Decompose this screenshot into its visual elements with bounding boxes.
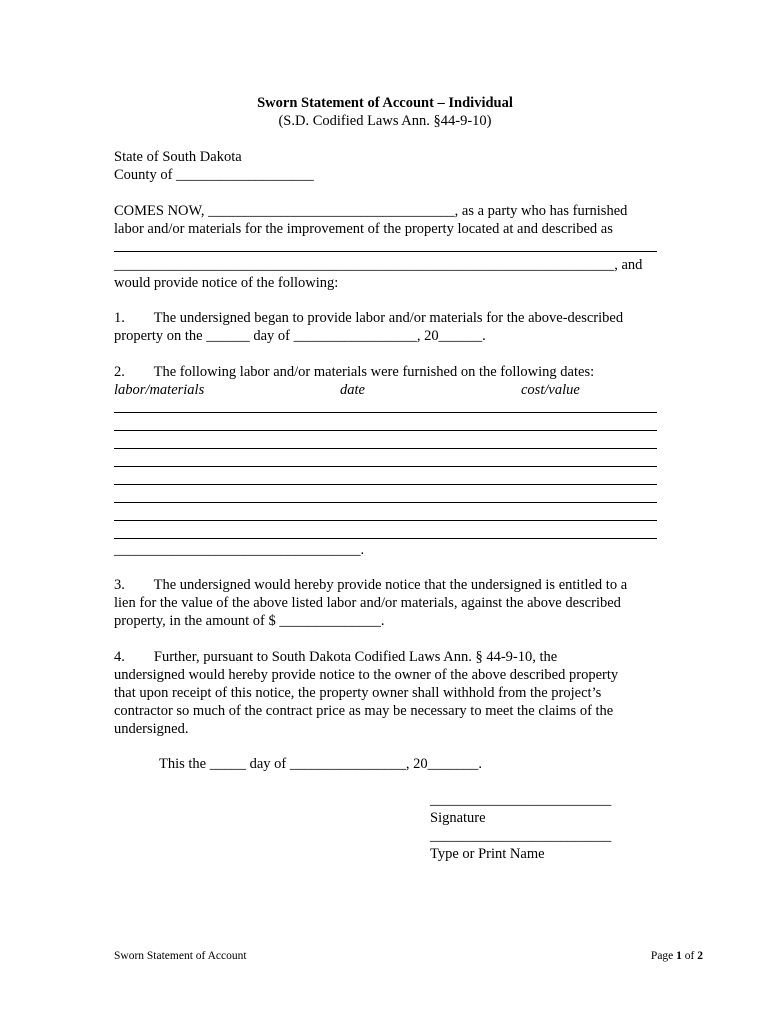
materials-blank-line [114, 412, 657, 413]
item-1-line-1: 1. The undersigned began to provide labor and/or materials for the above-described [114, 310, 624, 326]
item-2-line-1: 2. The following labor and/or materials were furnished on the following dates: [114, 364, 595, 380]
print-name-label: Type or Print Name [430, 846, 545, 862]
county-line: County of ___________________ [114, 167, 314, 183]
footer-title: Sworn Statement of Account [114, 950, 247, 962]
materials-blank-line [114, 520, 657, 521]
document-subtitle: (S.D. Codified Laws Ann. §44-9-10) [278, 113, 492, 129]
page-prefix: Page [650, 950, 677, 962]
labor-materials-line: labor and/or materials for the improvement of the property located at and described as [114, 221, 613, 237]
state-line: State of South Dakota [114, 149, 242, 165]
page-of: of [681, 950, 698, 962]
item-4-line-5: undersigned. [114, 721, 189, 737]
notice-line: would provide notice of the following: [114, 275, 339, 291]
item-3-line-2: lien for the value of the above listed labor and/or materials, against the above described [114, 595, 621, 611]
materials-blank-line [114, 430, 657, 431]
materials-last-line: __________________________________. [114, 542, 365, 558]
item-4-line-2: undersigned would hereby provide notice to the owner of the above described property [114, 667, 619, 683]
item-3-line-1: 3. The undersigned would hereby provide notice that the undersigned is entitled to a [114, 577, 628, 593]
materials-blank-line [114, 502, 657, 503]
column-labor-materials: labor/materials [114, 382, 205, 398]
dated-line: This the _____ day of ________________, 20_______. [159, 756, 483, 772]
item-4-line-4: contractor so much of the contract price as may be necessary to meet the claims of the [114, 703, 614, 719]
column-date: date [340, 382, 365, 398]
item-3-line-3: property, in the amount of $ ______________. [114, 613, 385, 629]
materials-blank-line [114, 466, 657, 467]
page-total: 2 [697, 950, 703, 962]
property-description-end: _____________________________________________________________________, and [114, 257, 643, 273]
materials-blank-line [114, 448, 657, 449]
item-1-line-2: property on the ______ day of _________________, 20______. [114, 328, 486, 344]
column-cost-value: cost/value [521, 382, 580, 398]
item-4-line-1: 4. Further, pursuant to South Dakota Codified Laws Ann. § 44-9-10, the [114, 649, 558, 665]
signature-label: Signature [430, 810, 486, 826]
document-title: Sworn Statement of Account – Individual [257, 95, 513, 111]
comes-now-line: COMES NOW, __________________________________, as a party who has furnished [114, 203, 628, 219]
materials-blank-line [114, 484, 657, 485]
page-number [560, 949, 703, 963]
page-current: 1 [676, 950, 682, 962]
property-description-blank [114, 251, 657, 252]
signature-line: _________________________ [430, 792, 612, 808]
item-4-line-3: that upon receipt of this notice, the property owner shall withhold from the project’s [114, 685, 602, 701]
print-name-line: _________________________ [430, 828, 612, 844]
materials-blank-line [114, 538, 657, 539]
